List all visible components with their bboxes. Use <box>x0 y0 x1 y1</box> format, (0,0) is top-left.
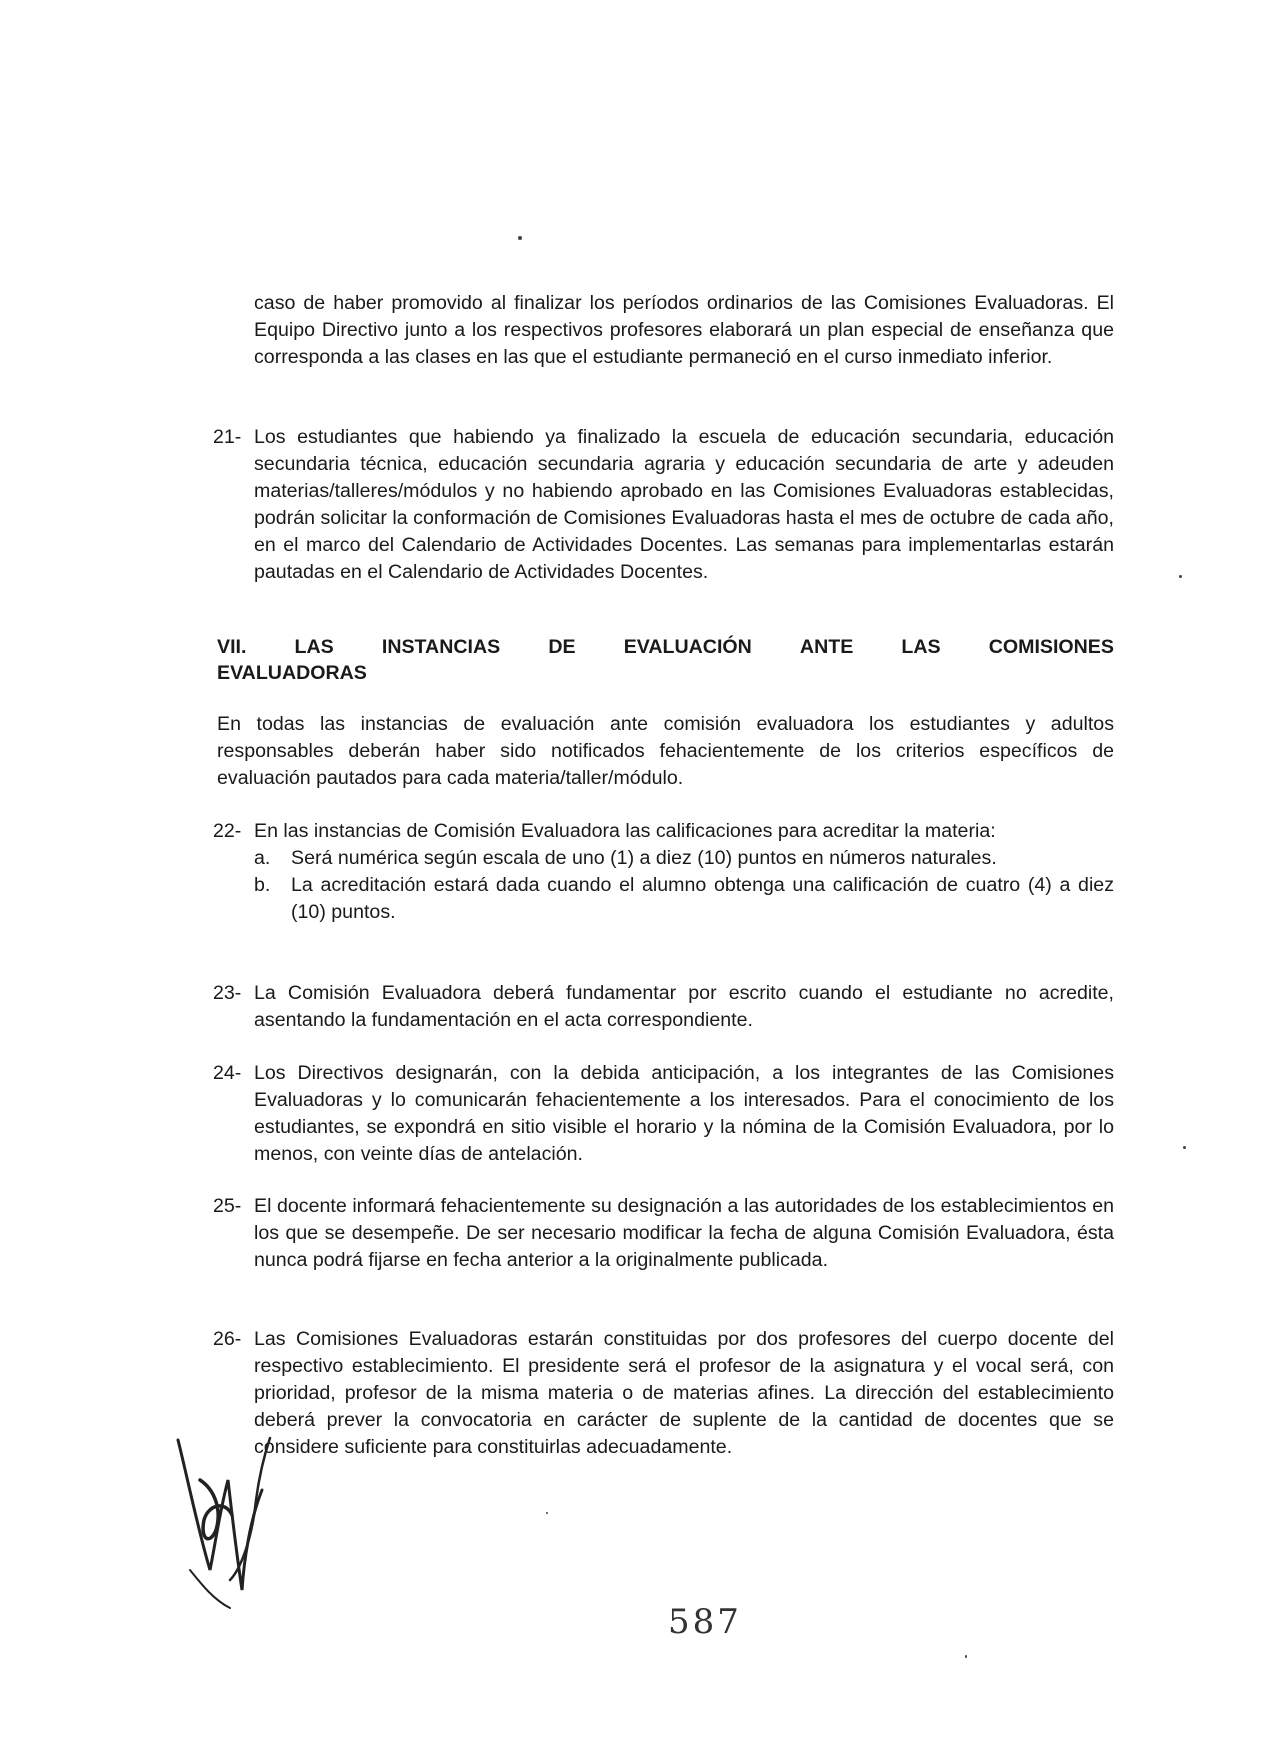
page-number: 587 <box>668 1602 742 1642</box>
item-text: La Comisión Evaluadora deberá fundamentar por escrito cuando el estudiante no acredite, asentando la fundamentación en el acta correspondiente. <box>254 982 1114 1031</box>
heading-word: DE <box>548 636 576 658</box>
list-item-24 <box>213 1060 1114 1168</box>
list-item-21 <box>213 424 1114 586</box>
item-number: 22- <box>213 820 242 842</box>
item-number: 26- <box>213 1328 242 1350</box>
section-intro: En todas las instancias de evaluación ante comisión evaluadora los estudiantes y adultos responsables deberán haber sido notificados fehacientemente de los criterios específicos de evaluación pautados para cada materia/taller/módulo. <box>217 713 1114 789</box>
item-number: 25- <box>213 1195 242 1217</box>
list-item-22 <box>213 818 1114 926</box>
subitem-letter: b. <box>254 874 271 896</box>
heading-word: INSTANCIAS <box>381 636 501 658</box>
subitem-b <box>254 872 1114 926</box>
subitem-text: La acreditación estará dada cuando el alumno obtenga una calificación de cuatro (4) a diez (10) puntos. <box>291 874 1114 923</box>
subitem-text: Será numérica según escala de uno (1) a diez (10) puntos en números naturales. <box>291 847 997 869</box>
scan-speck <box>965 1655 967 1658</box>
heading-word: LAS <box>294 636 334 658</box>
heading-word: COMISIONES <box>988 636 1114 658</box>
subitem-letter: a. <box>254 847 271 869</box>
list-item-25 <box>213 1193 1114 1274</box>
scan-speck <box>518 236 522 240</box>
item-text: Las Comisiones Evaluadoras estarán constituidas por dos profesores del cuerpo docente del respectivo establecimiento. El presidente será el profesor de la asignatura y el vocal será, con prioridad, profesor de la misma materia o de materias afines. La dirección del establecimiento deberá prever la convocatoria en carácter de suplente de la cantidad de docentes que se considere suficiente para constituirlas adecuadamente. <box>254 1328 1114 1458</box>
item-number: 21- <box>213 426 242 448</box>
scan-speck <box>1183 1146 1186 1149</box>
item-number: 24- <box>213 1062 242 1084</box>
scan-speck <box>546 1512 548 1514</box>
item-text: Los Directivos designarán, con la debida anticipación, a los integrantes de las Comisiones Evaluadoras y lo comunicarán fehacientemente a los interesados. Para el conocimiento de los estudiantes, se expondrá en sitio visible el horario y la nómina de la Comisión Evaluadora, por lo menos, con veinte días de antelación. <box>254 1062 1114 1165</box>
item-number: 23- <box>213 982 242 1004</box>
heading-word: LAS <box>901 636 941 658</box>
list-item-23 <box>213 980 1114 1034</box>
heading-word: EVALUACIÓN <box>623 636 752 658</box>
handwritten-signature <box>170 1420 280 1620</box>
item-text: En las instancias de Comisión Evaluadora las calificaciones para acreditar la materia: <box>254 820 996 842</box>
item-text: El docente informará fehacientemente su designación a las autoridades de los establecimientos en los que se desempeñe. De ser necesario modificar la fecha de alguna Comisión Evaluadora, ésta nunca podrá fijarse en fecha anterior a la originalmente publicada. <box>254 1195 1114 1271</box>
subitem-a <box>254 845 1114 872</box>
list-item-26 <box>213 1326 1114 1461</box>
heading-numeral: VII. <box>217 636 247 658</box>
heading-line-2: EVALUADORAS <box>217 662 367 684</box>
item-text: Los estudiantes que habiendo ya finalizado la escuela de educación secundaria, educación secundaria técnica, educación secundaria agraria y educación secundaria de arte y adeuden materias/talleres/módulos y no habiendo aprobado en las Comisiones Evaluadoras establecidas, podrán solicitar la conformación de Comisiones Evaluadoras hasta el mes de octubre de cada año, en el marco del Calendario de Actividades Docentes. Las semanas para implementarlas estarán pautadas en el Calendario de Actividades Docentes. <box>254 426 1114 583</box>
section-heading <box>217 634 1114 686</box>
scan-speck <box>1179 575 1182 578</box>
continuation-paragraph: caso de haber promovido al finalizar los períodos ordinarios de las Comisiones Evaluadoras. El Equipo Directivo junto a los respectivos profesores elaborará un plan especial de enseñanza que corresponda a las clases en las que el estudiante permaneció en el curso inmediato inferior. <box>254 292 1114 368</box>
heading-word: ANTE <box>799 636 854 658</box>
